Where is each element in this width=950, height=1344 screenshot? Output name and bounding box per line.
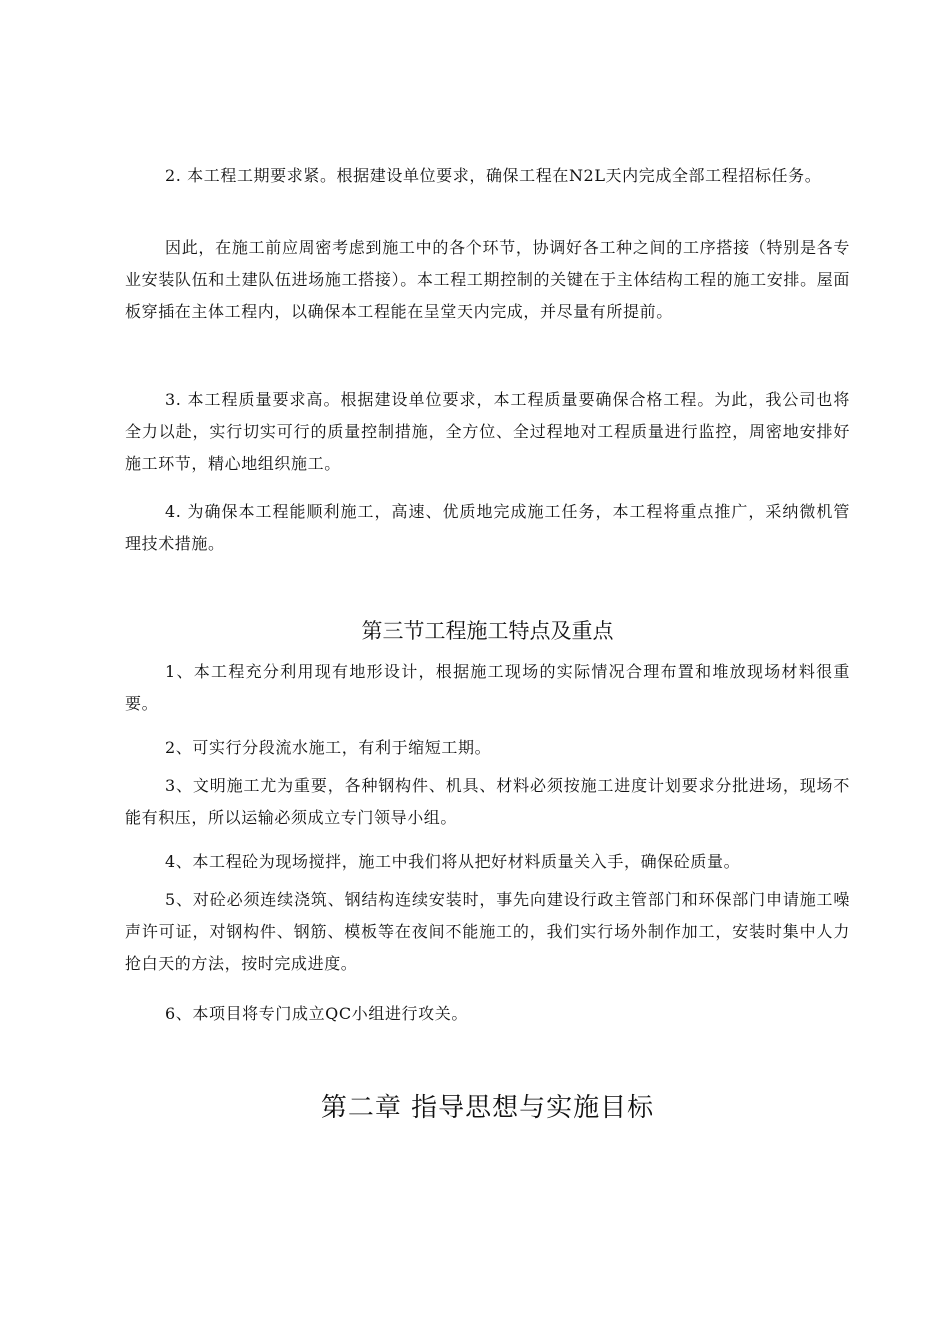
paragraph-schedule-coordination: 因此，在施工前应周密考虑到施工中的各个环节，协调好各工种之间的工序搭接（特别是各专业安装队伍和土建队伍进场施工搭接）。本工程工期控制的关键在于主体结构工程的施工安排。屋面板穿插在主体工程内，以确保本工程能在呈堂天内完成，并尽量有所提前。: [125, 238, 850, 321]
section-title: 第三节工程施工特点及重点: [361, 619, 614, 643]
section-item-6: 6、本项目将专门成立QC小组进行攻关。: [165, 1004, 468, 1023]
paragraph-quality-requirement: 3. 本工程质量要求高。根据建设单位要求，本工程质量要确保合格工程。为此，我公司也将全力以赴，实行切实可行的质量控制措施，全方位、全过程地对工程质量进行监控，周密地安排好施工环节，精心地组织施工。: [125, 390, 850, 473]
paragraph-schedule-requirement: 2. 本工程工期要求紧。根据建设单位要求，确保工程在N2L天内完成全部工程招标任务。: [165, 166, 822, 185]
section-item-2: 2、可实行分段流水施工，有利于缩短工期。: [165, 738, 492, 757]
section-item-3: 3、文明施工尤为重要，各种钢构件、机具、材料必须按施工进度计划要求分批进场，现场不能有积压，所以运输必须成立专门领导小组。: [125, 776, 850, 827]
section-item-5: 5、对砼必须连续浇筑、钢结构连续安装时，事先向建设行政主管部门和环保部门申请施工噪声许可证，对钢构件、钢筋、模板等在夜间不能施工的，我们实行场外制作加工，安装时集中人力抢白天的方法，按时完成进度。: [125, 890, 850, 973]
section-item-4: 4、本工程砼为现场搅拌，施工中我们将从把好材料质量关入手，确保砼质量。: [165, 852, 741, 871]
paragraph-technology-measures: 4. 为确保本工程能顺利施工，高速、优质地完成施工任务，本工程将重点推广，采纳微机管理技术措施。: [125, 502, 850, 553]
section-item-1: 1、本工程充分利用现有地形设计，根据施工现场的实际情况合理布置和堆放现场材料很重要。: [125, 662, 850, 713]
chapter-title: 第二章 指导思想与实施目标: [320, 1093, 655, 1123]
